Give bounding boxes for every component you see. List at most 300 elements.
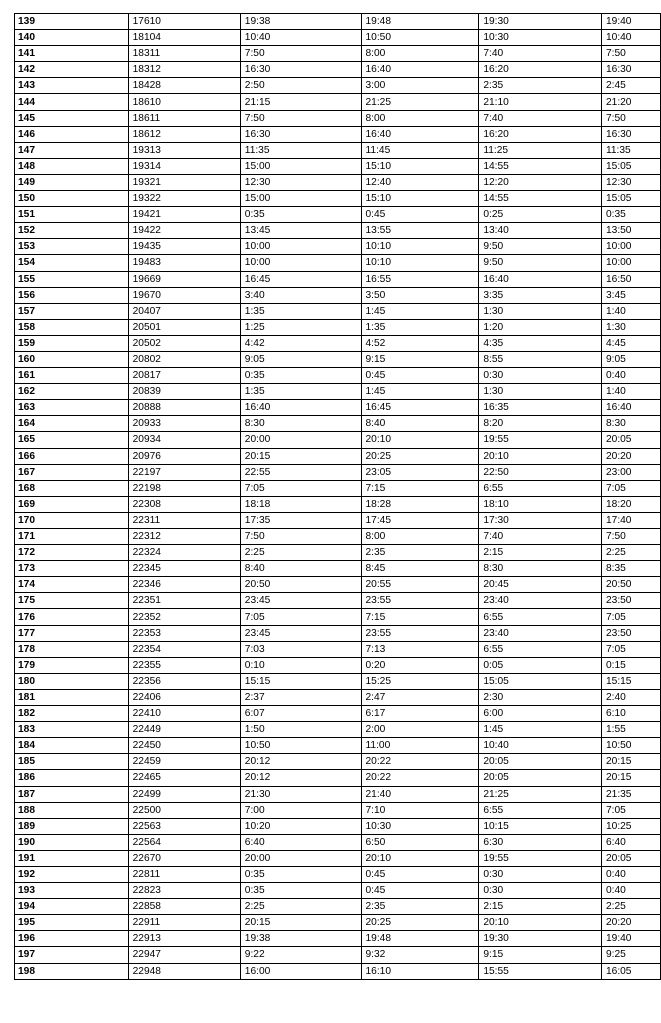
table-row (15, 384, 661, 400)
time-cell-3: 16:35 (479, 400, 602, 416)
time-cell-3: 8:30 (479, 561, 602, 577)
time-cell-2: 6:50 (361, 834, 479, 850)
time-cell-2: 7:13 (361, 641, 479, 657)
time-cell-2: 1:45 (361, 384, 479, 400)
time-cell-2: 7:15 (361, 480, 479, 496)
train-number-cell: 19322 (128, 191, 240, 207)
train-number-cell: 19669 (128, 271, 240, 287)
time-cell-1: 0:35 (240, 866, 361, 882)
row-index-cell: 195 (15, 915, 129, 931)
time-cell-1: 15:00 (240, 158, 361, 174)
train-number-cell: 22356 (128, 673, 240, 689)
time-cell-2: 1:35 (361, 319, 479, 335)
time-cell-1: 1:35 (240, 384, 361, 400)
train-number-cell: 22352 (128, 609, 240, 625)
table-row (15, 689, 661, 705)
time-cell-3: 6:00 (479, 706, 602, 722)
time-cell-1: 20:15 (240, 915, 361, 931)
train-number-cell: 22353 (128, 625, 240, 641)
time-cell-4: 7:50 (601, 110, 660, 126)
table-row (15, 512, 661, 528)
time-cell-3: 15:05 (479, 673, 602, 689)
time-cell-1: 12:30 (240, 174, 361, 190)
row-index-cell: 173 (15, 561, 129, 577)
train-number-cell: 19422 (128, 223, 240, 239)
time-cell-3: 10:40 (479, 738, 602, 754)
row-index-cell: 161 (15, 368, 129, 384)
time-cell-1: 17:35 (240, 512, 361, 528)
train-number-cell: 19483 (128, 255, 240, 271)
time-cell-2: 2:00 (361, 722, 479, 738)
train-number-cell: 17610 (128, 14, 240, 30)
time-cell-2: 4:52 (361, 335, 479, 351)
time-cell-3: 16:20 (479, 126, 602, 142)
time-cell-4: 8:30 (601, 416, 660, 432)
time-cell-3: 17:30 (479, 512, 602, 528)
time-cell-1: 10:00 (240, 255, 361, 271)
table-row (15, 947, 661, 963)
time-cell-3: 20:45 (479, 577, 602, 593)
time-cell-3: 23:40 (479, 625, 602, 641)
time-cell-2: 8:00 (361, 110, 479, 126)
train-number-cell: 22913 (128, 931, 240, 947)
time-cell-2: 16:45 (361, 400, 479, 416)
row-index-cell: 141 (15, 46, 129, 62)
time-cell-3: 10:15 (479, 818, 602, 834)
row-index-cell: 174 (15, 577, 129, 593)
time-cell-4: 0:40 (601, 368, 660, 384)
time-cell-2: 10:50 (361, 30, 479, 46)
table-row (15, 609, 661, 625)
table-row (15, 480, 661, 496)
train-number-cell: 22670 (128, 850, 240, 866)
table-row (15, 319, 661, 335)
time-cell-1: 16:45 (240, 271, 361, 287)
train-number-cell: 22911 (128, 915, 240, 931)
time-cell-2: 16:55 (361, 271, 479, 287)
train-number-cell: 22312 (128, 529, 240, 545)
time-cell-3: 22:50 (479, 464, 602, 480)
time-cell-1: 7:05 (240, 609, 361, 625)
table-row (15, 963, 661, 979)
time-cell-3: 0:30 (479, 368, 602, 384)
train-number-cell: 22354 (128, 641, 240, 657)
time-cell-2: 19:48 (361, 14, 479, 30)
time-cell-1: 10:20 (240, 818, 361, 834)
time-cell-4: 15:05 (601, 191, 660, 207)
train-number-cell: 22311 (128, 512, 240, 528)
time-cell-4: 20:15 (601, 770, 660, 786)
time-cell-3: 7:40 (479, 110, 602, 126)
time-cell-2: 0:20 (361, 657, 479, 673)
time-cell-1: 16:30 (240, 62, 361, 78)
time-cell-1: 7:00 (240, 802, 361, 818)
time-cell-4: 15:05 (601, 158, 660, 174)
row-index-cell: 189 (15, 818, 129, 834)
time-cell-2: 20:25 (361, 915, 479, 931)
time-cell-2: 21:25 (361, 94, 479, 110)
train-number-cell: 22346 (128, 577, 240, 593)
table-row (15, 657, 661, 673)
time-cell-1: 20:15 (240, 448, 361, 464)
row-index-cell: 159 (15, 335, 129, 351)
row-index-cell: 186 (15, 770, 129, 786)
train-number-cell: 18612 (128, 126, 240, 142)
row-index-cell: 150 (15, 191, 129, 207)
time-cell-4: 7:50 (601, 529, 660, 545)
time-cell-2: 15:10 (361, 191, 479, 207)
row-index-cell: 184 (15, 738, 129, 754)
table-row (15, 30, 661, 46)
time-cell-1: 1:25 (240, 319, 361, 335)
time-cell-3: 20:05 (479, 754, 602, 770)
table-row (15, 529, 661, 545)
train-number-cell: 22948 (128, 963, 240, 979)
time-cell-2: 0:45 (361, 866, 479, 882)
time-cell-3: 9:50 (479, 255, 602, 271)
train-number-cell: 20976 (128, 448, 240, 464)
time-cell-4: 19:40 (601, 931, 660, 947)
row-index-cell: 143 (15, 78, 129, 94)
table-row (15, 899, 661, 915)
time-cell-2: 23:05 (361, 464, 479, 480)
time-cell-2: 16:40 (361, 62, 479, 78)
time-cell-2: 0:45 (361, 883, 479, 899)
time-cell-4: 0:40 (601, 866, 660, 882)
time-cell-2: 0:45 (361, 207, 479, 223)
train-number-cell: 18104 (128, 30, 240, 46)
time-cell-2: 20:10 (361, 850, 479, 866)
time-cell-4: 16:40 (601, 400, 660, 416)
table-row (15, 802, 661, 818)
time-cell-3: 2:35 (479, 78, 602, 94)
time-cell-1: 15:00 (240, 191, 361, 207)
time-cell-1: 10:50 (240, 738, 361, 754)
table-row (15, 706, 661, 722)
time-cell-1: 22:55 (240, 464, 361, 480)
table-row (15, 94, 661, 110)
row-index-cell: 155 (15, 271, 129, 287)
row-index-cell: 166 (15, 448, 129, 464)
train-number-cell: 18428 (128, 78, 240, 94)
table-row (15, 126, 661, 142)
row-index-cell: 192 (15, 866, 129, 882)
time-cell-3: 0:30 (479, 866, 602, 882)
time-cell-4: 19:40 (601, 14, 660, 30)
time-cell-3: 4:35 (479, 335, 602, 351)
time-cell-4: 2:45 (601, 78, 660, 94)
time-cell-2: 8:40 (361, 416, 479, 432)
row-index-cell: 194 (15, 899, 129, 915)
time-cell-1: 7:05 (240, 480, 361, 496)
row-index-cell: 185 (15, 754, 129, 770)
time-cell-1: 20:12 (240, 754, 361, 770)
train-number-cell: 19435 (128, 239, 240, 255)
time-cell-2: 19:48 (361, 931, 479, 947)
row-index-cell: 197 (15, 947, 129, 963)
time-cell-3: 16:40 (479, 271, 602, 287)
train-number-cell: 22406 (128, 689, 240, 705)
train-number-cell: 19421 (128, 207, 240, 223)
table-row (15, 545, 661, 561)
table-row (15, 625, 661, 641)
table-row (15, 303, 661, 319)
time-cell-4: 16:30 (601, 126, 660, 142)
time-cell-1: 20:50 (240, 577, 361, 593)
table-row (15, 850, 661, 866)
time-cell-2: 11:00 (361, 738, 479, 754)
time-cell-3: 10:30 (479, 30, 602, 46)
row-index-cell: 178 (15, 641, 129, 657)
time-cell-2: 16:40 (361, 126, 479, 142)
time-cell-2: 10:10 (361, 255, 479, 271)
table-row (15, 818, 661, 834)
time-cell-2: 15:25 (361, 673, 479, 689)
time-cell-1: 1:50 (240, 722, 361, 738)
time-cell-1: 21:30 (240, 786, 361, 802)
time-cell-2: 16:10 (361, 963, 479, 979)
table-row (15, 271, 661, 287)
time-cell-3: 20:10 (479, 915, 602, 931)
time-cell-4: 1:40 (601, 303, 660, 319)
row-index-cell: 157 (15, 303, 129, 319)
time-cell-2: 2:47 (361, 689, 479, 705)
time-cell-4: 0:15 (601, 657, 660, 673)
time-cell-1: 19:38 (240, 931, 361, 947)
row-index-cell: 176 (15, 609, 129, 625)
time-cell-2: 9:15 (361, 351, 479, 367)
train-number-cell: 20839 (128, 384, 240, 400)
train-number-cell: 20817 (128, 368, 240, 384)
time-cell-1: 11:35 (240, 142, 361, 158)
time-cell-1: 20:12 (240, 770, 361, 786)
time-cell-4: 0:35 (601, 207, 660, 223)
time-cell-3: 0:25 (479, 207, 602, 223)
time-cell-4: 7:05 (601, 802, 660, 818)
time-cell-3: 18:10 (479, 496, 602, 512)
row-index-cell: 175 (15, 593, 129, 609)
table-row (15, 770, 661, 786)
time-cell-4: 3:45 (601, 287, 660, 303)
row-index-cell: 139 (15, 14, 129, 30)
time-cell-3: 20:05 (479, 770, 602, 786)
table-row (15, 351, 661, 367)
table-row (15, 368, 661, 384)
time-cell-1: 0:10 (240, 657, 361, 673)
time-cell-4: 20:20 (601, 915, 660, 931)
time-cell-2: 10:10 (361, 239, 479, 255)
time-cell-4: 21:20 (601, 94, 660, 110)
time-cell-3: 9:50 (479, 239, 602, 255)
table-row (15, 191, 661, 207)
table-row (15, 174, 661, 190)
row-index-cell: 168 (15, 480, 129, 496)
time-cell-1: 0:35 (240, 368, 361, 384)
row-index-cell: 162 (15, 384, 129, 400)
row-index-cell: 160 (15, 351, 129, 367)
time-cell-4: 6:10 (601, 706, 660, 722)
time-cell-2: 6:17 (361, 706, 479, 722)
time-cell-2: 8:45 (361, 561, 479, 577)
train-number-cell: 22198 (128, 480, 240, 496)
row-index-cell: 181 (15, 689, 129, 705)
time-cell-4: 10:00 (601, 239, 660, 255)
time-cell-3: 21:25 (479, 786, 602, 802)
time-cell-3: 19:55 (479, 850, 602, 866)
table-row (15, 239, 661, 255)
row-index-cell: 152 (15, 223, 129, 239)
train-number-cell: 22355 (128, 657, 240, 673)
table-row (15, 335, 661, 351)
time-cell-2: 20:55 (361, 577, 479, 593)
train-timetable (14, 13, 661, 980)
time-cell-3: 2:15 (479, 899, 602, 915)
row-index-cell: 183 (15, 722, 129, 738)
train-number-cell: 20933 (128, 416, 240, 432)
time-cell-1: 10:40 (240, 30, 361, 46)
table-row (15, 416, 661, 432)
time-cell-4: 1:30 (601, 319, 660, 335)
time-cell-4: 20:05 (601, 432, 660, 448)
time-cell-3: 1:20 (479, 319, 602, 335)
time-cell-3: 1:30 (479, 303, 602, 319)
time-cell-1: 21:15 (240, 94, 361, 110)
time-cell-3: 0:30 (479, 883, 602, 899)
time-cell-1: 2:37 (240, 689, 361, 705)
table-row (15, 287, 661, 303)
time-cell-4: 23:50 (601, 625, 660, 641)
row-index-cell: 169 (15, 496, 129, 512)
train-number-cell: 22564 (128, 834, 240, 850)
row-index-cell: 191 (15, 850, 129, 866)
time-cell-4: 16:05 (601, 963, 660, 979)
row-index-cell: 144 (15, 94, 129, 110)
time-cell-4: 20:50 (601, 577, 660, 593)
time-cell-4: 10:25 (601, 818, 660, 834)
table-row (15, 223, 661, 239)
time-cell-1: 10:00 (240, 239, 361, 255)
row-index-cell: 167 (15, 464, 129, 480)
time-cell-2: 8:00 (361, 46, 479, 62)
time-cell-4: 12:30 (601, 174, 660, 190)
time-cell-2: 7:15 (361, 609, 479, 625)
time-cell-2: 3:00 (361, 78, 479, 94)
table-row (15, 158, 661, 174)
time-cell-2: 20:22 (361, 770, 479, 786)
table-row (15, 673, 661, 689)
train-number-cell: 22563 (128, 818, 240, 834)
row-index-cell: 187 (15, 786, 129, 802)
time-cell-2: 11:45 (361, 142, 479, 158)
time-cell-1: 6:40 (240, 834, 361, 850)
train-number-cell: 22450 (128, 738, 240, 754)
time-cell-1: 23:45 (240, 593, 361, 609)
time-cell-3: 8:20 (479, 416, 602, 432)
train-number-cell: 22410 (128, 706, 240, 722)
time-cell-3: 12:20 (479, 174, 602, 190)
time-cell-1: 7:03 (240, 641, 361, 657)
time-cell-3: 6:55 (479, 641, 602, 657)
table-row (15, 496, 661, 512)
train-number-cell: 22499 (128, 786, 240, 802)
time-cell-4: 18:20 (601, 496, 660, 512)
time-cell-3: 1:30 (479, 384, 602, 400)
table-row (15, 834, 661, 850)
time-cell-2: 0:45 (361, 368, 479, 384)
table-row (15, 722, 661, 738)
time-cell-1: 7:50 (240, 529, 361, 545)
row-index-cell: 158 (15, 319, 129, 335)
time-cell-1: 23:45 (240, 625, 361, 641)
time-cell-1: 7:50 (240, 46, 361, 62)
time-cell-4: 7:05 (601, 641, 660, 657)
row-index-cell: 198 (15, 963, 129, 979)
table-row (15, 207, 661, 223)
time-cell-3: 3:35 (479, 287, 602, 303)
train-number-cell: 22459 (128, 754, 240, 770)
time-cell-4: 17:40 (601, 512, 660, 528)
time-cell-3: 14:55 (479, 158, 602, 174)
time-cell-4: 7:05 (601, 480, 660, 496)
train-number-cell: 19314 (128, 158, 240, 174)
time-cell-4: 7:05 (601, 609, 660, 625)
time-cell-3: 6:55 (479, 480, 602, 496)
table-row (15, 400, 661, 416)
time-cell-2: 20:25 (361, 448, 479, 464)
time-cell-4: 13:50 (601, 223, 660, 239)
time-cell-1: 4:42 (240, 335, 361, 351)
time-cell-2: 9:32 (361, 947, 479, 963)
time-cell-3: 2:15 (479, 545, 602, 561)
time-cell-4: 16:50 (601, 271, 660, 287)
time-cell-4: 2:40 (601, 689, 660, 705)
train-number-cell: 22465 (128, 770, 240, 786)
table-row (15, 738, 661, 754)
time-cell-2: 15:10 (361, 158, 479, 174)
time-cell-4: 7:50 (601, 46, 660, 62)
table-row (15, 641, 661, 657)
train-number-cell: 22947 (128, 947, 240, 963)
time-cell-1: 19:38 (240, 14, 361, 30)
time-cell-2: 10:30 (361, 818, 479, 834)
time-cell-3: 9:15 (479, 947, 602, 963)
time-cell-3: 20:10 (479, 448, 602, 464)
row-index-cell: 148 (15, 158, 129, 174)
row-index-cell: 177 (15, 625, 129, 641)
time-cell-4: 10:00 (601, 255, 660, 271)
table-row (15, 593, 661, 609)
time-cell-1: 2:25 (240, 545, 361, 561)
time-cell-1: 0:35 (240, 207, 361, 223)
row-index-cell: 151 (15, 207, 129, 223)
time-cell-1: 16:00 (240, 963, 361, 979)
row-index-cell: 165 (15, 432, 129, 448)
time-cell-3: 7:40 (479, 46, 602, 62)
time-cell-1: 18:18 (240, 496, 361, 512)
train-number-cell: 22345 (128, 561, 240, 577)
time-cell-2: 23:55 (361, 593, 479, 609)
time-cell-1: 20:00 (240, 432, 361, 448)
time-cell-4: 11:35 (601, 142, 660, 158)
row-index-cell: 179 (15, 657, 129, 673)
time-cell-4: 2:25 (601, 545, 660, 561)
time-cell-3: 8:55 (479, 351, 602, 367)
row-index-cell: 146 (15, 126, 129, 142)
time-cell-3: 11:25 (479, 142, 602, 158)
train-number-cell: 18311 (128, 46, 240, 62)
time-cell-2: 2:35 (361, 545, 479, 561)
time-cell-2: 2:35 (361, 899, 479, 915)
